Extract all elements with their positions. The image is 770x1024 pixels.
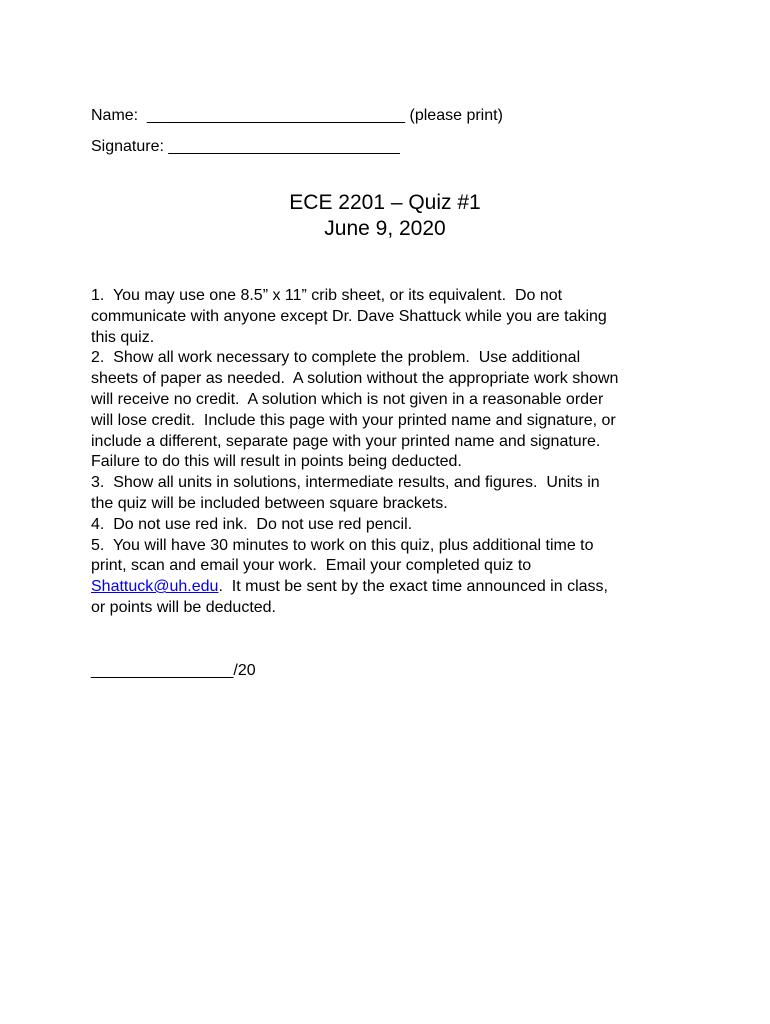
signature-line: Signature: __________________________ [91, 138, 400, 155]
instruction-line: the quiz will be included between square brackets. [91, 494, 448, 512]
instruction-line: or points will be deducted. [91, 598, 276, 616]
instruction-line-with-email [91, 577, 691, 598]
instruction-line: will receive no credit. A solution which is not given in a reasonable order [91, 390, 604, 408]
instruction-line: 5. You will have 30 minutes to work on this quiz, plus additional time to [91, 536, 594, 554]
instruction-line: 1. You may use one 8.5” x 11” crib sheet, or its equivalent. Do not [91, 287, 563, 304]
instruction-line: 2. Show all work necessary to complete the problem. Use additional [91, 349, 581, 367]
instruction-line: 4. Do not use red ink. Do not use red pencil. [91, 515, 413, 533]
instruction-line: include a different, separate page with your printed name and signature. [91, 432, 601, 450]
instruction-line: 3. Show all units in solutions, intermediate results, and figures. Units in [91, 474, 600, 492]
instruction-line: this quiz. [91, 328, 155, 346]
instruction-line-tail: . It must be sent by the exact time announced in class, [218, 578, 608, 596]
quiz-title: ECE 2201 – Quiz #1 [289, 191, 481, 214]
quiz-date: June 9, 2020 [324, 217, 446, 240]
instruction-line: print, scan and email your work. Email your completed quiz to [91, 557, 532, 575]
instruction-line: Failure to do this will result in points being deducted. [91, 453, 462, 471]
name-line: Name: _____________________________ (please print) [91, 107, 503, 124]
instruction-line: will lose credit. Include this page with your printed name and signature, or [91, 411, 616, 429]
email-link[interactable]: Shattuck@uh.edu [91, 578, 219, 596]
score-line: ________________/20 [91, 662, 256, 679]
instruction-line: sheets of paper as needed. A solution without the appropriate work shown [91, 370, 619, 388]
instruction-line: communicate with anyone except Dr. Dave Shattuck while you are taking [91, 307, 607, 325]
instructions [91, 286, 691, 619]
